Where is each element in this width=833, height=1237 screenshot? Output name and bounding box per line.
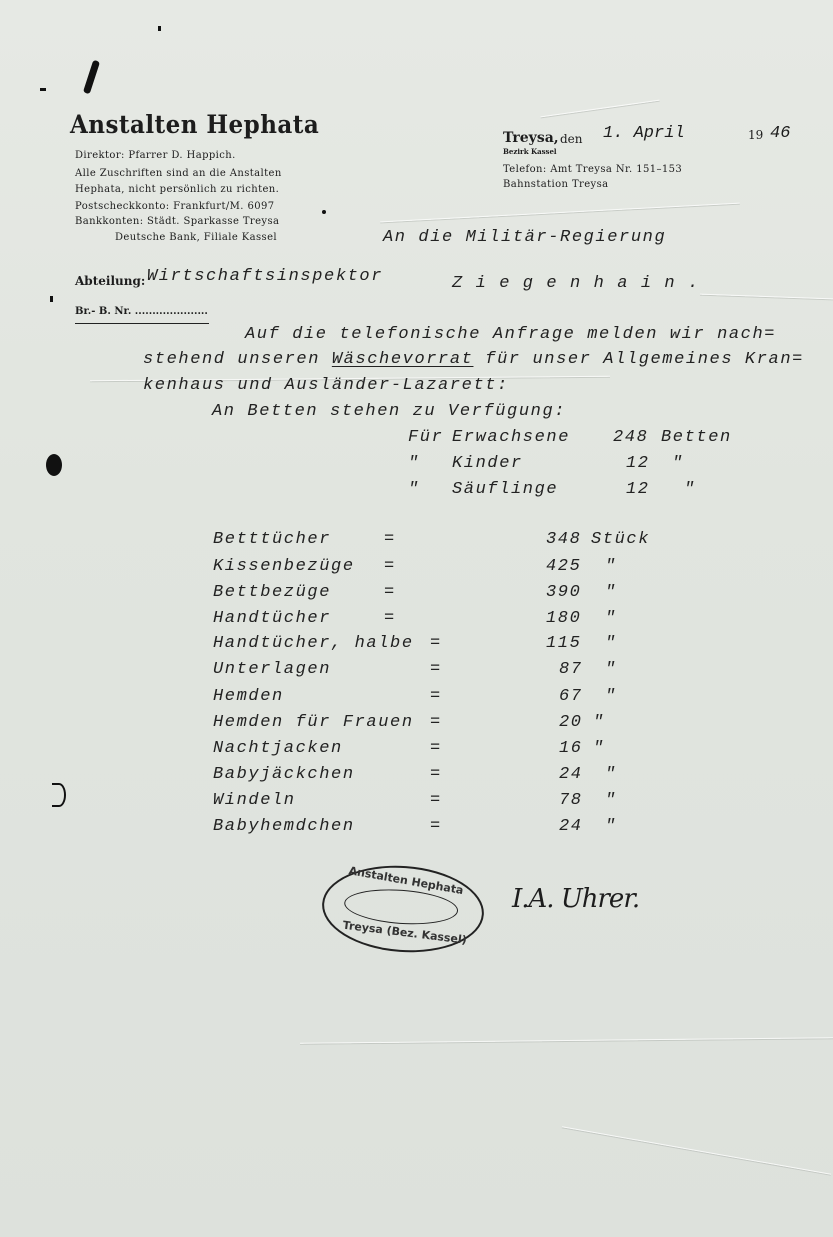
district: Bezirk Kassel bbox=[503, 147, 557, 156]
body-line-3: kenhaus und Ausländer-Lazarett: bbox=[143, 376, 509, 395]
punch-hole bbox=[46, 454, 62, 476]
date-year-prefix: 19 bbox=[748, 128, 764, 142]
linen-item: Hemden für Frauen bbox=[213, 713, 414, 732]
linen-item: Windeln bbox=[213, 791, 296, 810]
paper-crease bbox=[541, 100, 660, 118]
stamp-bottom-text: Treysa (Bez. Kassel) bbox=[342, 918, 468, 947]
linen-unit: " bbox=[605, 557, 617, 576]
linen-count: 67 bbox=[559, 687, 583, 706]
linen-item: Handtücher, halbe bbox=[213, 634, 414, 653]
linen-count: 390 bbox=[546, 583, 582, 602]
recipient-line-2: Z i e g e n h a i n . bbox=[452, 274, 700, 293]
date-year-suffix: 46 bbox=[770, 124, 791, 143]
linen-count: 180 bbox=[546, 609, 582, 628]
linen-item: Hemden bbox=[213, 687, 284, 706]
stamp-top-text: Anstalten Hephata bbox=[347, 864, 465, 898]
beds-count: 12 bbox=[626, 480, 650, 499]
beds-unit: " bbox=[672, 454, 684, 473]
linen-unit: " bbox=[605, 634, 617, 653]
linen-item: Nachtjacken bbox=[213, 739, 343, 758]
beds-count: 248 bbox=[613, 428, 649, 447]
official-stamp bbox=[319, 860, 487, 957]
linen-equals: = bbox=[384, 530, 396, 549]
linen-equals: = bbox=[384, 609, 396, 628]
linen-unit: " bbox=[605, 660, 617, 679]
linen-equals: = bbox=[430, 739, 442, 758]
ink-mark bbox=[158, 26, 161, 31]
linen-unit: " bbox=[593, 739, 605, 758]
linen-equals: = bbox=[430, 660, 442, 679]
telephone: Telefon: Amt Treysa Nr. 151–153 bbox=[503, 164, 683, 175]
linen-equals: = bbox=[430, 817, 442, 836]
beds-prefix: " bbox=[408, 480, 420, 499]
railway-station: Bahnstation Treysa bbox=[503, 179, 609, 190]
postal-account: Postscheckkonto: Frankfurt/M. 6097 bbox=[75, 201, 275, 212]
linen-equals: = bbox=[384, 583, 396, 602]
linen-equals: = bbox=[430, 687, 442, 706]
body-line-1: Auf die telefonische Anfrage melden wir nach= bbox=[245, 325, 777, 344]
bank-accounts-2: Deutsche Bank, Filiale Kassel bbox=[114, 232, 277, 243]
linen-equals: = bbox=[430, 791, 442, 810]
date-den: den bbox=[560, 132, 583, 146]
linen-equals: = bbox=[430, 713, 442, 732]
linen-unit: " bbox=[593, 713, 605, 732]
paper-crease bbox=[380, 203, 740, 223]
linen-item: Babyhemdchen bbox=[213, 817, 355, 836]
linen-count: 348 bbox=[546, 530, 582, 549]
linen-count: 78 bbox=[559, 791, 583, 810]
linen-equals: = bbox=[430, 634, 442, 653]
linen-count: 87 bbox=[559, 660, 583, 679]
linen-unit: " bbox=[605, 765, 617, 784]
linen-unit: " bbox=[605, 791, 617, 810]
linen-count: 24 bbox=[559, 817, 583, 836]
linen-unit: " bbox=[605, 609, 617, 628]
reference-underline bbox=[75, 323, 209, 324]
bank-accounts-1: Bankkonten: Städt. Sparkasse Treysa bbox=[75, 216, 280, 227]
beds-label: Erwachsene bbox=[452, 428, 571, 447]
signature: I.A. Uhrer. bbox=[512, 884, 640, 914]
ink-mark bbox=[322, 210, 326, 214]
body-line-2: stehend unseren Wäschevorrat für unser Allgemeines Kran= bbox=[143, 350, 804, 369]
beds-unit: " bbox=[684, 480, 696, 499]
linen-count: 115 bbox=[546, 634, 582, 653]
linen-unit: " bbox=[605, 583, 617, 602]
beds-count: 12 bbox=[626, 454, 650, 473]
beds-unit: Betten bbox=[661, 428, 732, 447]
director-line: Direktor: Pfarrer D. Happich. bbox=[75, 150, 236, 161]
linen-unit: " bbox=[605, 817, 617, 836]
linen-item: Handtücher bbox=[213, 609, 332, 628]
linen-equals: = bbox=[384, 557, 396, 576]
linen-count: 24 bbox=[559, 765, 583, 784]
beds-label: Säuflinge bbox=[452, 480, 559, 499]
linen-item: Babyjäckchen bbox=[213, 765, 355, 784]
date-day-month: 1. April bbox=[603, 124, 685, 143]
department-label: Abteilung: bbox=[75, 274, 146, 288]
ink-mark bbox=[40, 88, 46, 91]
linen-item: Bettbezüge bbox=[213, 583, 332, 602]
beds-prefix: " bbox=[408, 454, 420, 473]
paper-crease bbox=[700, 294, 833, 300]
linen-count: 16 bbox=[559, 739, 583, 758]
ink-mark bbox=[50, 296, 53, 302]
beds-prefix: Für bbox=[408, 428, 444, 447]
ink-mark bbox=[83, 60, 100, 94]
beds-label: Kinder bbox=[452, 454, 523, 473]
linen-item: Betttücher bbox=[213, 530, 332, 549]
linen-item: Unterlagen bbox=[213, 660, 332, 679]
linen-equals: = bbox=[430, 765, 442, 784]
linen-item: Kissenbezüge bbox=[213, 557, 355, 576]
correspondence-note-1: Alle Zuschriften sind an die Anstalten bbox=[75, 168, 282, 179]
reference-number: Br.- B. Nr. ..................... bbox=[75, 306, 208, 317]
organization-name: Anstalten Hephata bbox=[70, 110, 320, 139]
punch-hole bbox=[52, 783, 66, 807]
department-value: Wirtschaftsinspektor bbox=[147, 267, 384, 286]
city-name: Treysa, bbox=[503, 130, 559, 146]
linen-count: 425 bbox=[546, 557, 582, 576]
correspondence-note-2: Hephata, nicht persönlich zu richten. bbox=[75, 184, 280, 195]
linen-unit: " bbox=[605, 687, 617, 706]
body-line-4: An Betten stehen zu Verfügung: bbox=[212, 402, 567, 421]
paper-crease bbox=[300, 1037, 833, 1044]
linen-count: 20 bbox=[559, 713, 583, 732]
recipient-line-1: An die Militär-Regierung bbox=[383, 228, 667, 247]
paper-crease bbox=[562, 1126, 831, 1174]
linen-unit: Stück bbox=[591, 530, 651, 549]
